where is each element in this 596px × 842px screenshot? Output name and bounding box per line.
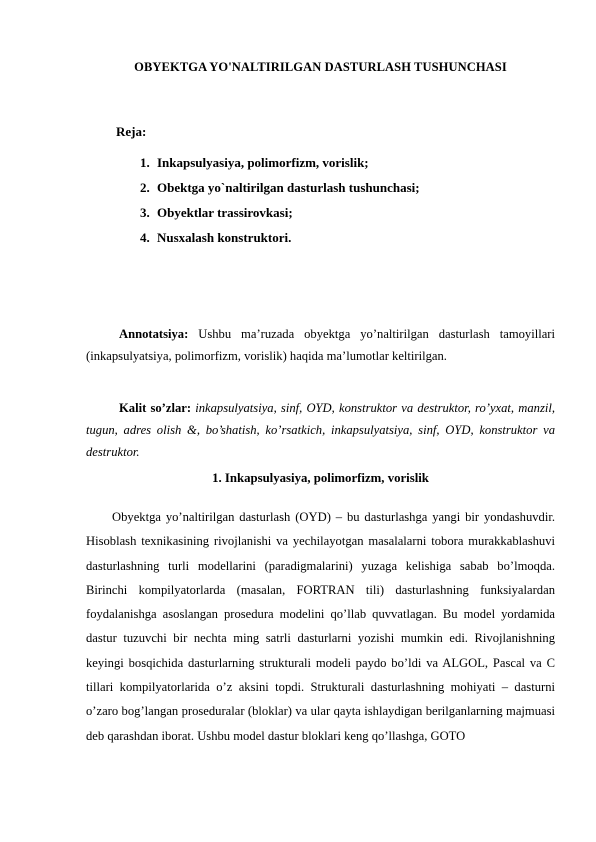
plan-item	[140, 204, 420, 229]
document-title: OBYEKTGA YO'NALTIRILGAN DASTURLASH TUSHUNCHASI	[134, 60, 507, 74]
annotation-label: Annotatsiya:	[119, 327, 189, 341]
keywords-paragraph	[86, 397, 555, 463]
plan-item-number: 4.	[140, 230, 150, 245]
annotation-text: Ushbu ma’ruzada obyektga yo’naltirilgan dasturlash tamoyillari (inkapsulyatsiya, polimorfizm, vorislik) haqida ma’lumotlar keltirilgan.	[86, 327, 555, 363]
plan-item-text: Nusxalash konstruktori.	[157, 230, 292, 245]
keywords-text: inkapsulyatsiya, sinf, OYD, konstruktor va destruktor, ro’yxat, manzil, tugun, adres olish &, bo’shatish, ko’rsatkich, inkapsulyatsiya, sinf, OYD, konstruktor va destruktor.	[86, 401, 555, 459]
plan-heading: Reja:	[116, 124, 147, 139]
plan-item-text: Obektga yo`naltirilgan dasturlash tushunchasi;	[157, 180, 420, 195]
plan-item-number: 3.	[140, 205, 150, 220]
keywords-label: Kalit so’zlar:	[119, 401, 192, 415]
plan-item-text: Inkapsulyasiya, polimorfizm, vorislik;	[157, 155, 369, 170]
plan-item	[140, 179, 420, 204]
section-body: Obyektga yo’naltirilgan dasturlash (OYD) – bu dasturlashga yangi bir yondashuvdir. Hisoblash texnikasining rivojlanishi va yechilayotgan masalalarni tobora murakkablashuvi dasturlashning turli modellarini (paradigmalarini) yuzaga kelishiga sabab bo’lmoqda. Birinchi kompilyatorlarda (masalan, FORTRAN tili) dasturlashning funksiyalardan foydalanishga asoslangan prosedura modelini qo’llab quvvatlagan. Bu model yordamida dastur tuzuvchi bir nechta ming satrli dasturlarni yozishi mumkin edi. Rivojlanishning keyingi bosqichida dasturlarning strukturali modeli paydo bo’ldi va ALGOL, Pascal va C tillari kompilyatorlarida o’z aksini topdi. Strukturali dasturlashning mohiyati – dasturni o’zaro bog’langan proseduralar (bloklar) va ular qayta ishlaydigan berilganlarning majmuasi deb qarashdan iborat. Ushbu model dastur bloklari keng qo’llashga, GOTO	[86, 510, 555, 743]
annotation-paragraph	[86, 323, 555, 367]
plan-item-text: Obyektlar trassirovkasi;	[157, 205, 293, 220]
plan-list	[140, 154, 420, 254]
plan-item-number: 1.	[140, 155, 150, 170]
plan-item-number: 2.	[140, 180, 150, 195]
section-heading: 1. Inkapsulyasiya, polimorfizm, vorislik	[212, 471, 429, 485]
plan-item	[140, 229, 420, 254]
plan-item	[140, 154, 420, 179]
